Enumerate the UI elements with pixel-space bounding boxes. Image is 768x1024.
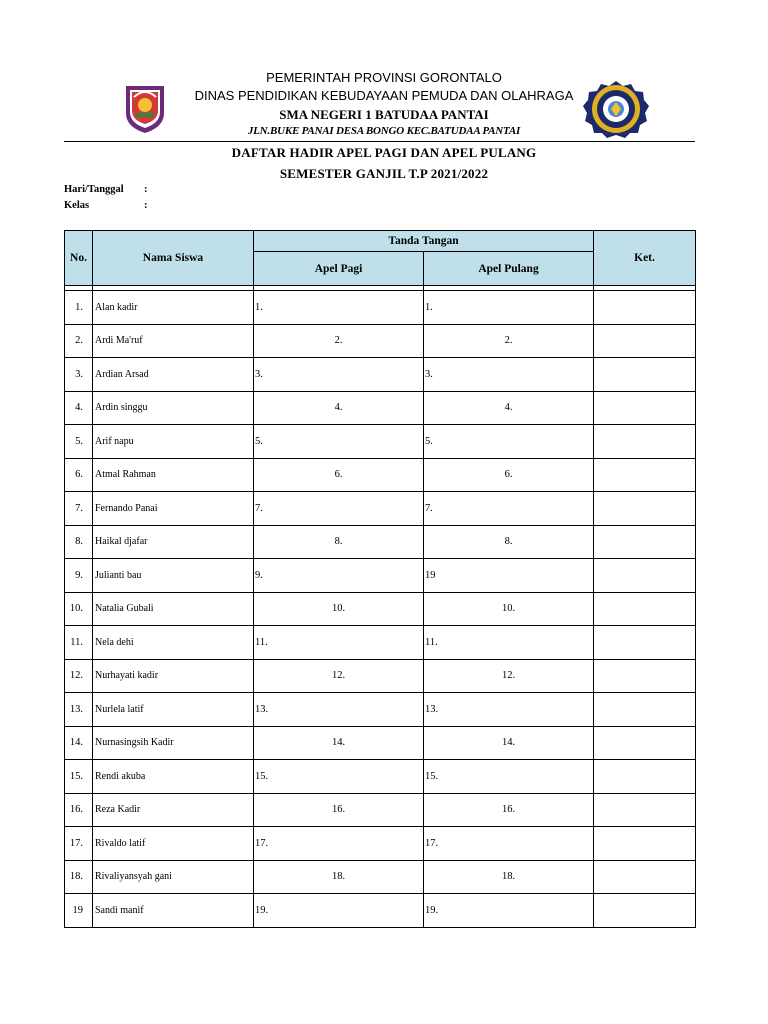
- table-row: [65, 592, 696, 626]
- morning-signature-slot: 4.: [254, 391, 424, 425]
- row-number: 17.: [65, 827, 93, 861]
- note-cell: [594, 793, 696, 827]
- row-number: 7.: [65, 492, 93, 526]
- note-cell: [594, 425, 696, 459]
- morning-signature-slot: 18.: [254, 860, 424, 894]
- student-name: Sandi manif: [93, 894, 254, 928]
- header-note: Ket.: [594, 231, 696, 286]
- table-row: [65, 525, 696, 559]
- afternoon-signature-slot: 2.: [424, 324, 594, 358]
- student-name: Arif napu: [93, 425, 254, 459]
- school-address: JLN.BUKE PANAI DESA BONGO KEC.BATUDAA PANTAI: [247, 125, 521, 137]
- afternoon-signature-slot: 13.: [424, 693, 594, 727]
- note-cell: [594, 525, 696, 559]
- header-signature: Tanda Tangan: [254, 231, 594, 252]
- afternoon-signature-slot: 17.: [424, 827, 594, 861]
- attendance-table: [64, 230, 696, 928]
- afternoon-signature-slot: 3.: [424, 358, 594, 392]
- morning-signature-slot: 8.: [254, 525, 424, 559]
- class-field: [64, 200, 148, 211]
- morning-signature-slot: 9.: [254, 559, 424, 593]
- note-cell: [594, 726, 696, 760]
- note-cell: [594, 760, 696, 794]
- table-row: [65, 894, 696, 928]
- morning-signature-slot: 3.: [254, 358, 424, 392]
- row-number: 4.: [65, 391, 93, 425]
- header-name: Nama Siswa: [93, 231, 254, 286]
- student-name: Ardi Ma'ruf: [93, 324, 254, 358]
- table-row: [65, 559, 696, 593]
- afternoon-signature-slot: 11.: [424, 626, 594, 660]
- morning-signature-slot: 19.: [254, 894, 424, 928]
- note-cell: [594, 659, 696, 693]
- afternoon-signature-slot: 16.: [424, 793, 594, 827]
- row-number: 16.: [65, 793, 93, 827]
- table-row: [65, 626, 696, 660]
- morning-signature-slot: 13.: [254, 693, 424, 727]
- afternoon-signature-slot: 5.: [424, 425, 594, 459]
- student-name: Nurlela latif: [93, 693, 254, 727]
- note-cell: [594, 391, 696, 425]
- row-number: 11.: [65, 626, 93, 660]
- afternoon-signature-slot: 10.: [424, 592, 594, 626]
- morning-signature-slot: 11.: [254, 626, 424, 660]
- note-cell: [594, 592, 696, 626]
- table-row: [65, 324, 696, 358]
- header-morning: Apel Pagi: [254, 252, 424, 286]
- morning-signature-slot: 16.: [254, 793, 424, 827]
- school-name: SMA NEGERI 1 BATUDAA PANTAI: [279, 107, 489, 122]
- row-number: 15.: [65, 760, 93, 794]
- row-number: 12.: [65, 659, 93, 693]
- table-row: [65, 726, 696, 760]
- afternoon-signature-slot: 12.: [424, 659, 594, 693]
- table-row: [65, 659, 696, 693]
- date-colon: :: [144, 184, 148, 195]
- table-row: [65, 291, 696, 325]
- row-number: 10.: [65, 592, 93, 626]
- morning-signature-slot: 1.: [254, 291, 424, 325]
- student-name: Reza Kadir: [93, 793, 254, 827]
- afternoon-signature-slot: 19: [424, 559, 594, 593]
- morning-signature-slot: 6.: [254, 458, 424, 492]
- row-number: 1.: [65, 291, 93, 325]
- student-name: Rendi akuba: [93, 760, 254, 794]
- student-name: Atmal Rahman: [93, 458, 254, 492]
- department-name: DINAS PENDIDIKAN KEBUDAYAAN PEMUDA DAN OLAHRAGA: [194, 88, 574, 103]
- table-row: [65, 827, 696, 861]
- government-name: PEMERINTAH PROVINSI GORONTALO: [266, 70, 502, 85]
- letterhead-divider: [64, 141, 695, 142]
- row-number: 2.: [65, 324, 93, 358]
- afternoon-signature-slot: 4.: [424, 391, 594, 425]
- afternoon-signature-slot: 18.: [424, 860, 594, 894]
- note-cell: [594, 458, 696, 492]
- table-row: [65, 358, 696, 392]
- table-row: [65, 860, 696, 894]
- afternoon-signature-slot: 14.: [424, 726, 594, 760]
- student-name: Nela dehi: [93, 626, 254, 660]
- table-row: [65, 693, 696, 727]
- header-no: No.: [65, 231, 93, 286]
- student-name: Alan kadir: [93, 291, 254, 325]
- row-number: 9.: [65, 559, 93, 593]
- student-name: Rivaldo latif: [93, 827, 254, 861]
- student-name: Ardin singgu: [93, 391, 254, 425]
- row-number: 19: [65, 894, 93, 928]
- morning-signature-slot: 10.: [254, 592, 424, 626]
- note-cell: [594, 324, 696, 358]
- afternoon-signature-slot: 19.: [424, 894, 594, 928]
- row-number: 5.: [65, 425, 93, 459]
- student-name: Natalia Gubali: [93, 592, 254, 626]
- morning-signature-slot: 2.: [254, 324, 424, 358]
- table-row: [65, 425, 696, 459]
- document-title: DAFTAR HADIR APEL PAGI DAN APEL PULANG: [231, 145, 537, 160]
- note-cell: [594, 358, 696, 392]
- table-row: [65, 391, 696, 425]
- table-row: [65, 492, 696, 526]
- row-number: 3.: [65, 358, 93, 392]
- note-cell: [594, 693, 696, 727]
- table-row: [65, 793, 696, 827]
- class-colon: :: [144, 200, 148, 211]
- morning-signature-slot: 5.: [254, 425, 424, 459]
- student-name: Nurhayati kadir: [93, 659, 254, 693]
- row-number: 13.: [65, 693, 93, 727]
- document-subtitle: SEMESTER GANJIL T.P 2021/2022: [279, 166, 489, 181]
- student-name: Haikal djafar: [93, 525, 254, 559]
- morning-signature-slot: 12.: [254, 659, 424, 693]
- row-number: 18.: [65, 860, 93, 894]
- note-cell: [594, 894, 696, 928]
- date-field: [64, 184, 148, 195]
- row-number: 8.: [65, 525, 93, 559]
- table-row: [65, 760, 696, 794]
- note-cell: [594, 492, 696, 526]
- row-number: 6.: [65, 458, 93, 492]
- note-cell: [594, 827, 696, 861]
- header-afternoon: Apel Pulang: [424, 252, 594, 286]
- date-label: Hari/Tanggal: [64, 184, 124, 195]
- note-cell: [594, 559, 696, 593]
- row-number: 14.: [65, 726, 93, 760]
- note-cell: [594, 860, 696, 894]
- afternoon-signature-slot: 1.: [424, 291, 594, 325]
- student-name: Julianti bau: [93, 559, 254, 593]
- class-label: Kelas: [64, 200, 90, 211]
- afternoon-signature-slot: 6.: [424, 458, 594, 492]
- table-row: [65, 458, 696, 492]
- student-name: Rivaliyansyah gani: [93, 860, 254, 894]
- morning-signature-slot: 7.: [254, 492, 424, 526]
- afternoon-signature-slot: 8.: [424, 525, 594, 559]
- student-name: Fernando Panai: [93, 492, 254, 526]
- student-name: Nurnasingsih Kadir: [93, 726, 254, 760]
- note-cell: [594, 291, 696, 325]
- morning-signature-slot: 17.: [254, 827, 424, 861]
- morning-signature-slot: 14.: [254, 726, 424, 760]
- morning-signature-slot: 15.: [254, 760, 424, 794]
- student-name: Ardian Arsad: [93, 358, 254, 392]
- note-cell: [594, 626, 696, 660]
- afternoon-signature-slot: 15.: [424, 760, 594, 794]
- afternoon-signature-slot: 7.: [424, 492, 594, 526]
